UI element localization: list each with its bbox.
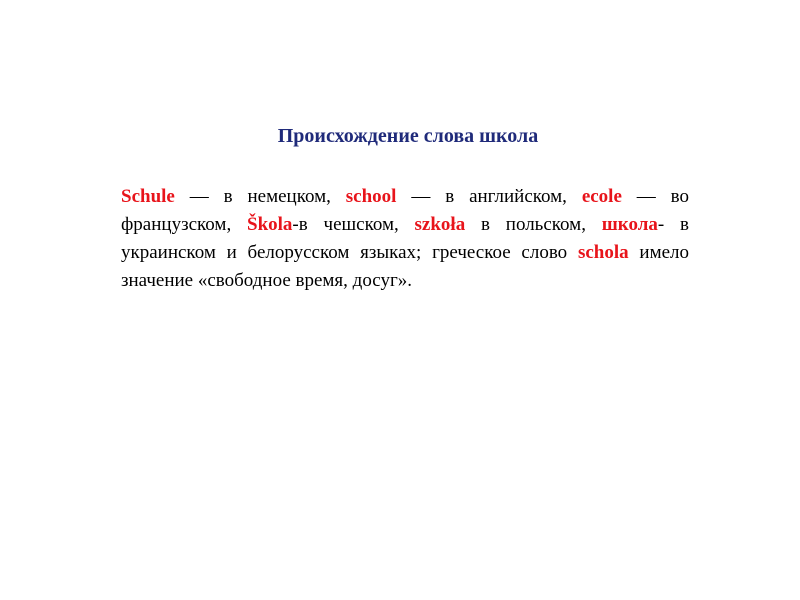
term-szkola: szkoła: [414, 214, 466, 235]
text-segment: - в украинском и белорусском языках; греческое слово: [121, 214, 689, 263]
slide-title: Происхождение слова школа: [277, 125, 539, 147]
text-segment: — в немецком,: [174, 186, 346, 207]
term-school: school: [345, 186, 397, 207]
text-segment: -в чешском,: [292, 214, 415, 235]
body-paragraph: [121, 183, 689, 295]
term-schule: Schule: [121, 186, 175, 207]
term-skola: Škola: [247, 214, 293, 235]
term-shkola: школа: [601, 214, 658, 235]
text-segment: — в английском,: [396, 186, 582, 207]
text-segment: в польском,: [465, 214, 602, 235]
term-schola: schola: [577, 242, 629, 263]
text-segment: имело значение «свободное время, досуг».: [121, 242, 690, 291]
term-ecole: ecole: [581, 186, 622, 207]
text-segment: — во французском,: [121, 186, 689, 235]
